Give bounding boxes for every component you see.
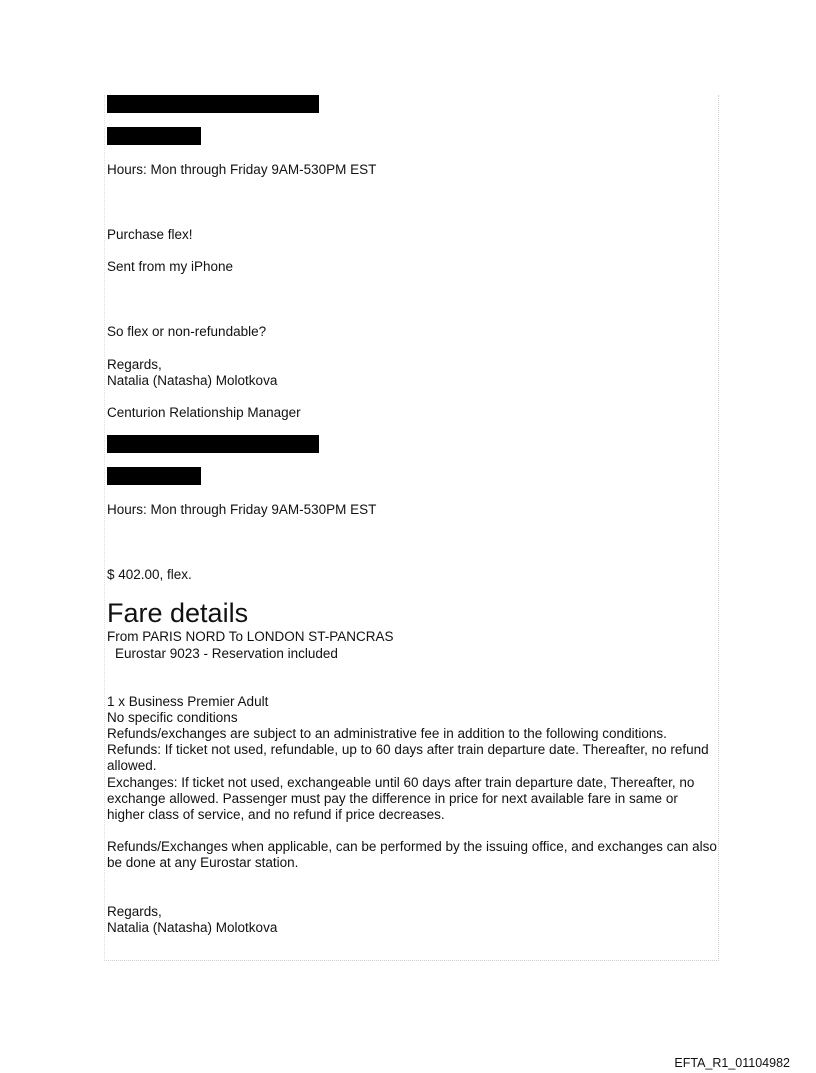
where-text: Refunds/Exchanges when applicable, can be performed by the issuing office, and exchanges can also be done at any Eurostar station. xyxy=(107,839,717,870)
redaction-bar xyxy=(107,95,319,113)
question-text: So flex or non-refundable? xyxy=(107,324,267,339)
price-text: $ 402.00, flex. xyxy=(107,567,192,582)
document-id: EFTA_R1_01104982 xyxy=(674,1056,790,1070)
redaction-bar xyxy=(107,467,201,485)
hours-text: Hours: Mon through Friday 9AM-530PM EST xyxy=(107,162,377,177)
passenger-text: 1 x Business Premier Adult xyxy=(107,694,269,709)
regards-text: Regards, xyxy=(107,357,162,372)
fee-note-text: Refunds/exchanges are subject to an administrative fee in addition to the following conditions. xyxy=(107,726,667,741)
sent-from-text: Sent from my iPhone xyxy=(107,259,234,274)
regards-text: Regards, xyxy=(107,904,162,919)
purchase-text: Purchase flex! xyxy=(107,227,193,242)
sender-name: Natalia (Natasha) Molotkova xyxy=(107,920,278,935)
train-text: Eurostar 9023 - Reservation included xyxy=(115,646,338,661)
redaction-bar xyxy=(107,127,201,145)
hours-text: Hours: Mon through Friday 9AM-530PM EST xyxy=(107,502,377,517)
route-text: From PARIS NORD To LONDON ST-PANCRAS xyxy=(107,629,394,644)
refunds-text: Refunds: If ticket not used, refundable, up to 60 days after train departure date. Thereafter, no refund allowed. xyxy=(107,742,709,773)
conditions-text: No specific conditions xyxy=(107,710,238,725)
email-frame xyxy=(104,95,719,961)
redaction-bar xyxy=(107,435,319,453)
sender-name: Natalia (Natasha) Molotkova xyxy=(107,373,278,388)
sender-title: Centurion Relationship Manager xyxy=(107,405,301,420)
fare-details-title: Fare details xyxy=(107,598,249,628)
exchanges-text: Exchanges: If ticket not used, exchangeable until 60 days after train departure date, Thereafter, no exchange allowed. Passenger must pay the difference in price for next available fare in same or higher class of service, and no refund if price decreases. xyxy=(107,775,695,822)
